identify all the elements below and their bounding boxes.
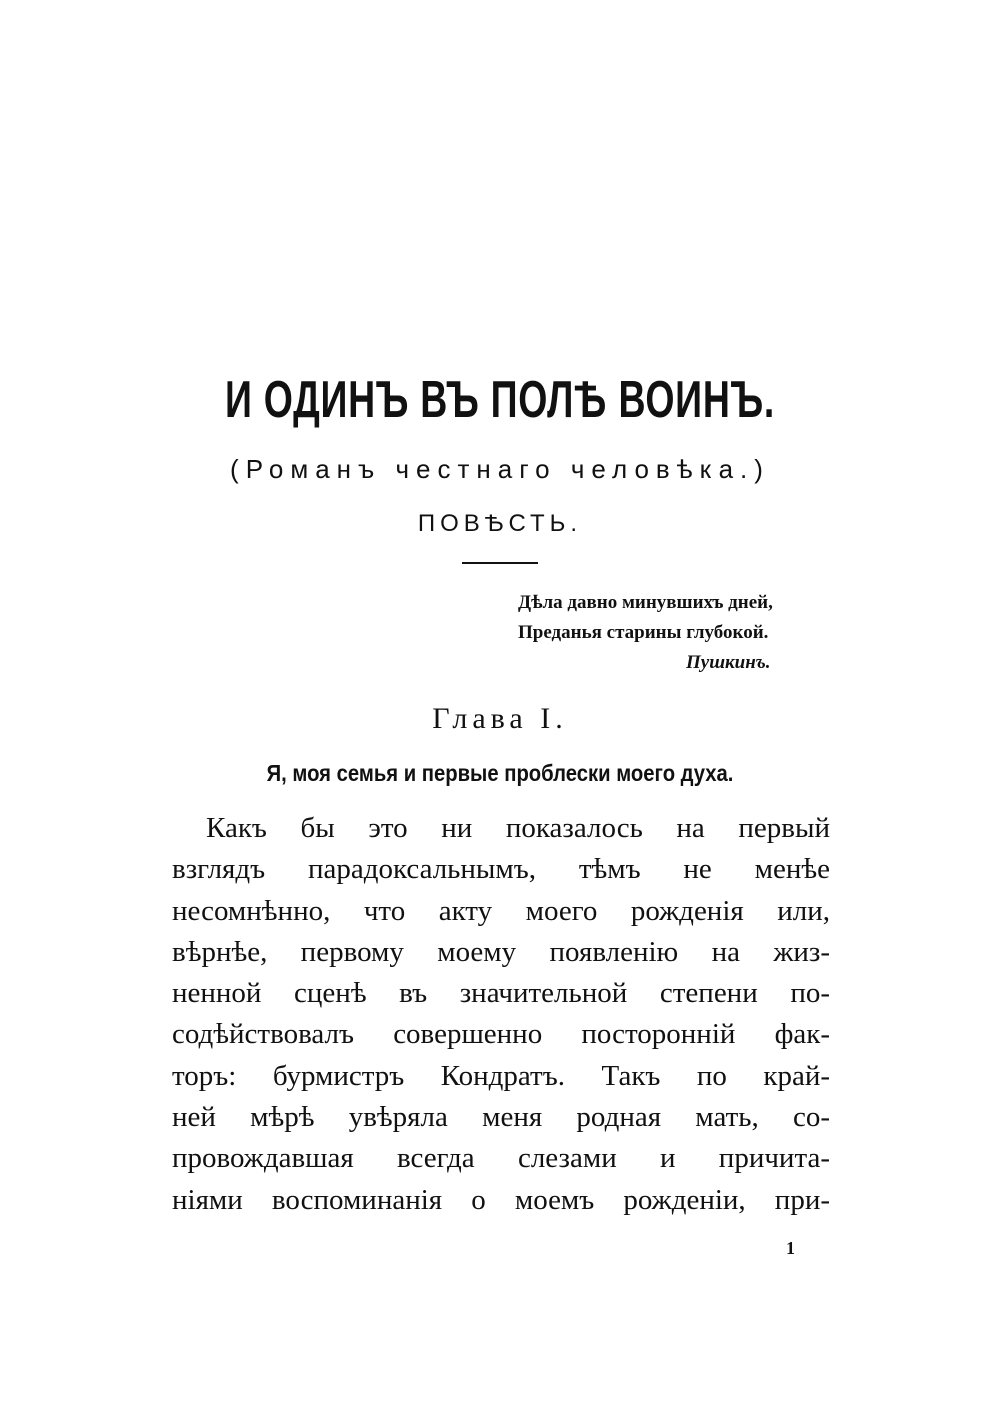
text-line: взглядъ парадоксальнымъ, тѣмъ не менѣе	[172, 853, 830, 886]
book-subtitle: (Романъ честнаго человѣка.)	[230, 454, 770, 484]
text-line: Какъ бы это ни показалось на первый	[206, 812, 830, 844]
epigraph-line: Преданья старины глубокой.	[518, 622, 769, 643]
text-line: торъ: бурмистръ Кондратъ. Такъ по край-	[172, 1059, 830, 1092]
text-line: вѣрнѣе, первому моему появленію на жиз-	[172, 935, 830, 968]
book-title: И ОДИНЪ ВЪ ПОЛѢ ВОИНЪ.	[225, 371, 775, 429]
text-line: несомнѣнно, что акту моего рожденія или,	[172, 894, 830, 927]
text-line: содѣйствовалъ совершенно посторонній фак-	[172, 1018, 830, 1051]
chapter-subtitle: Я, моя семья и первые проблески моего духа.	[266, 760, 734, 786]
page-number: 1	[786, 1238, 795, 1258]
text-line: ненной сценѣ въ значительной степени по-	[172, 977, 830, 1010]
body-paragraph	[172, 808, 830, 1221]
text-line: ніями воспоминанія о моемъ рожденіи, при-	[172, 1183, 830, 1216]
text-line: ней мѣрѣ увѣряла меня родная мать, со-	[172, 1101, 830, 1134]
genre-label: ПОВѢСТЬ.	[417, 510, 583, 537]
epigraph	[518, 588, 848, 678]
epigraph-author: Пушкинъ.	[686, 652, 771, 673]
chapter-heading: Глава I.	[432, 702, 568, 735]
divider-rule	[462, 562, 538, 564]
text-line: провождавшая всегда слезами и причита-	[172, 1142, 830, 1175]
epigraph-line: Дѣла давно минувшихъ дней,	[518, 592, 773, 613]
